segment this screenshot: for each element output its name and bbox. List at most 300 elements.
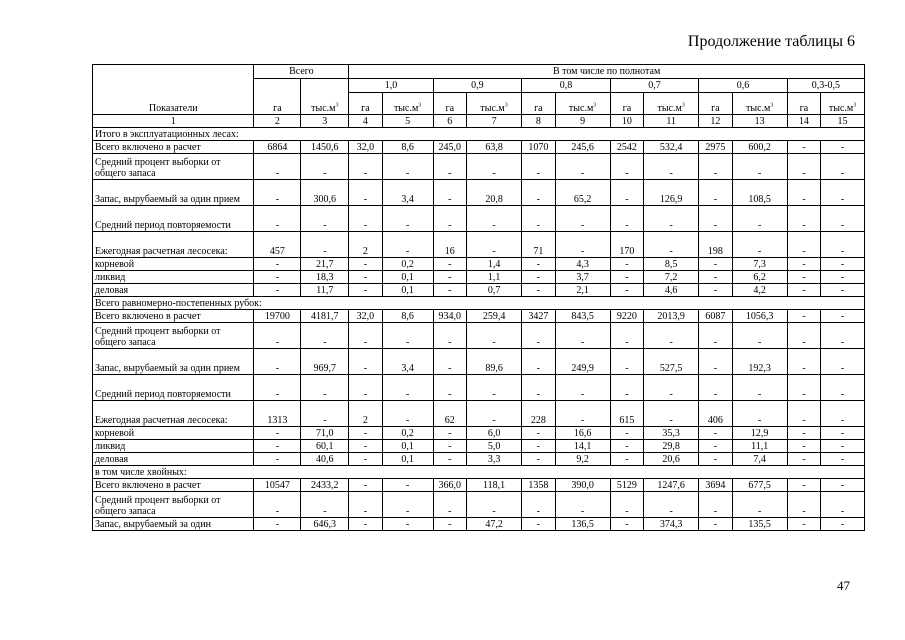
table-cell: - [433, 284, 466, 297]
table-row [93, 453, 865, 466]
table-cell: - [787, 310, 820, 323]
table-cell: 300,6 [301, 180, 349, 206]
table-cell: 2433,2 [301, 479, 349, 492]
table-cell: - [610, 427, 643, 440]
column-number: 10 [610, 115, 643, 128]
table-cell: - [433, 375, 466, 401]
table-cell: - [301, 401, 349, 427]
table-cell: - [522, 492, 555, 518]
table-cell: 20,6 [644, 453, 699, 466]
table-cell: - [254, 427, 301, 440]
table-cell: - [787, 258, 820, 271]
table-cell: - [522, 258, 555, 271]
table-cell: - [382, 154, 433, 180]
table-cell: - [821, 141, 865, 154]
table-cell: - [787, 401, 820, 427]
table-cell: - [699, 440, 732, 453]
table-cell: 5129 [610, 479, 643, 492]
table-cell: - [301, 375, 349, 401]
unit-m3-header: $тыс.м^3$ [301, 79, 349, 115]
table-cell: 1313 [254, 401, 301, 427]
table-cell: 1056,3 [732, 310, 787, 323]
table-cell: - [821, 310, 865, 323]
row-label: Средний период повторяемости [93, 375, 254, 401]
table-cell: 1,1 [466, 271, 521, 284]
table-cell: 374,3 [644, 518, 699, 531]
unit-m3-header: $тыс.м^3$ [555, 93, 610, 115]
table-cell: - [349, 427, 382, 440]
column-number: 6 [433, 115, 466, 128]
table-row [93, 154, 865, 180]
table-cell: - [821, 401, 865, 427]
table-cell: 527,5 [644, 349, 699, 375]
table-cell: 11,1 [732, 440, 787, 453]
table-cell: - [433, 180, 466, 206]
table-cell: 0,7 [466, 284, 521, 297]
table-row [93, 232, 865, 258]
table-cell: - [555, 323, 610, 349]
table-cell: - [433, 492, 466, 518]
table-cell: - [610, 206, 643, 232]
density-header: 0,6 [699, 79, 788, 93]
table-row [93, 492, 865, 518]
table-cell: - [254, 453, 301, 466]
table-row [93, 375, 865, 401]
table-cell: 20,8 [466, 180, 521, 206]
table-cell: 615 [610, 401, 643, 427]
table-cell: 249,9 [555, 349, 610, 375]
table-cell: - [644, 232, 699, 258]
table-cell: 1070 [522, 141, 555, 154]
table-cell: 10547 [254, 479, 301, 492]
table-cell: - [555, 492, 610, 518]
table-cell: - [522, 518, 555, 531]
table-cell: 170 [610, 232, 643, 258]
table-cell: - [787, 492, 820, 518]
table-cell: 646,3 [301, 518, 349, 531]
table-cell: - [787, 440, 820, 453]
column-number: 4 [349, 115, 382, 128]
table-cell: - [522, 427, 555, 440]
table-cell: - [522, 453, 555, 466]
table-cell: - [382, 479, 433, 492]
table-cell: - [732, 375, 787, 401]
table-cell: - [787, 284, 820, 297]
table-cell: - [433, 440, 466, 453]
indicator-header: Показатели [93, 65, 254, 115]
table-cell: 0,1 [382, 453, 433, 466]
table-cell: - [821, 427, 865, 440]
table-cell: - [522, 323, 555, 349]
row-label: Запас, вырубаемый за один прием [93, 349, 254, 375]
row-label: корневой [93, 258, 254, 271]
table-cell: 1,4 [466, 258, 521, 271]
section-title: Всего равномерно-постепенных рубок: [93, 297, 865, 310]
table-cell: - [382, 206, 433, 232]
table-cell: - [433, 518, 466, 531]
table-cell: 32,0 [349, 310, 382, 323]
table-cell: 118,1 [466, 479, 521, 492]
table-cell: - [610, 323, 643, 349]
table-cell: 245,6 [555, 141, 610, 154]
table-cell: 9220 [610, 310, 643, 323]
table-cell: - [254, 349, 301, 375]
table-cell: 7,4 [732, 453, 787, 466]
table-cell: 71 [522, 232, 555, 258]
table-cell: - [349, 518, 382, 531]
table-cell: - [610, 492, 643, 518]
table-cell: 1358 [522, 479, 555, 492]
table-row [93, 401, 865, 427]
section-header-row [93, 297, 865, 310]
row-label: Всего включено в расчет [93, 310, 254, 323]
table-cell: - [787, 232, 820, 258]
table-cell: - [732, 154, 787, 180]
table-cell: - [699, 284, 732, 297]
table-caption: Продолжение таблицы 6 [687, 33, 855, 50]
table-cell: - [433, 349, 466, 375]
row-label: Запас, вырубаемый за один [93, 518, 254, 531]
table-cell: - [699, 323, 732, 349]
table-cell: 12,9 [732, 427, 787, 440]
row-label: Всего включено в расчет [93, 141, 254, 154]
table-cell: - [699, 154, 732, 180]
density-header: 0,7 [610, 79, 699, 93]
table-cell: 259,4 [466, 310, 521, 323]
page-number: 47 [837, 578, 850, 593]
table-cell: - [821, 453, 865, 466]
table-row [93, 427, 865, 440]
table-cell: - [522, 284, 555, 297]
row-label: Ежегодная расчетная лесосека: [93, 401, 254, 427]
table-row [93, 323, 865, 349]
table-cell: - [349, 375, 382, 401]
table-cell: - [466, 323, 521, 349]
table-cell: - [349, 453, 382, 466]
table-cell: - [699, 180, 732, 206]
row-label: Всего включено в расчет [93, 479, 254, 492]
table-cell: - [610, 518, 643, 531]
table-cell: - [821, 271, 865, 284]
unit-ha-header: га [349, 93, 382, 115]
table-cell: - [254, 180, 301, 206]
table-cell: - [821, 323, 865, 349]
table-cell: - [821, 258, 865, 271]
table-cell: - [349, 479, 382, 492]
table-cell: 32,0 [349, 141, 382, 154]
table-cell: - [610, 271, 643, 284]
table-cell: - [349, 206, 382, 232]
table-cell: 60,1 [301, 440, 349, 453]
table-cell: 136,5 [555, 518, 610, 531]
table-cell: 89,6 [466, 349, 521, 375]
unit-ha-header: га [610, 93, 643, 115]
table-cell: - [466, 492, 521, 518]
table-cell: 63,8 [466, 141, 521, 154]
table-cell: 4,6 [644, 284, 699, 297]
table-cell: - [610, 349, 643, 375]
table-cell: - [382, 492, 433, 518]
table-cell: - [522, 180, 555, 206]
table-cell: 0,1 [382, 271, 433, 284]
table-cell: - [522, 271, 555, 284]
column-number: 7 [466, 115, 521, 128]
table-cell: - [301, 154, 349, 180]
table-cell: - [821, 154, 865, 180]
table-cell: - [787, 180, 820, 206]
table-row [93, 271, 865, 284]
table-cell: - [821, 518, 865, 531]
table-cell: - [644, 323, 699, 349]
table-cell: 8,5 [644, 258, 699, 271]
table-cell: - [787, 427, 820, 440]
table-cell: - [522, 375, 555, 401]
table-cell: - [433, 154, 466, 180]
table-cell: 2975 [699, 141, 732, 154]
table-cell: 6,0 [466, 427, 521, 440]
table-cell: 3,3 [466, 453, 521, 466]
table-cell: - [821, 375, 865, 401]
table-cell: 3427 [522, 310, 555, 323]
table-cell: - [349, 440, 382, 453]
table-cell: - [382, 232, 433, 258]
column-number: 3 [301, 115, 349, 128]
table-cell: - [644, 206, 699, 232]
table-cell: - [522, 206, 555, 232]
table-cell: - [254, 284, 301, 297]
unit-ha-header: га [522, 93, 555, 115]
table-cell: - [466, 232, 521, 258]
row-label: деловая [93, 453, 254, 466]
table-cell: - [821, 349, 865, 375]
table-cell: - [349, 323, 382, 349]
row-label: деловая [93, 284, 254, 297]
table-cell: - [699, 518, 732, 531]
table-cell: 9,2 [555, 453, 610, 466]
table-cell: - [301, 206, 349, 232]
column-number: 9 [555, 115, 610, 128]
by-density-header: В том числе по полнотам [349, 65, 865, 79]
row-label: Средний период повторяемости [93, 206, 254, 232]
table-cell: 71,0 [301, 427, 349, 440]
table-cell: - [699, 349, 732, 375]
table-cell: - [821, 232, 865, 258]
table-cell: - [522, 440, 555, 453]
table-cell: 35,3 [644, 427, 699, 440]
section-header-row [93, 466, 865, 479]
table-cell: 677,5 [732, 479, 787, 492]
density-header: 0,8 [522, 79, 611, 93]
table-cell: 40,6 [301, 453, 349, 466]
table-cell: - [644, 401, 699, 427]
row-label: Запас, вырубаемый за один прием [93, 180, 254, 206]
unit-m3-header: $тыс.м^3$ [382, 93, 433, 115]
table-cell: 192,3 [732, 349, 787, 375]
table-cell: 6864 [254, 141, 301, 154]
table-cell: - [254, 323, 301, 349]
table-cell: - [349, 154, 382, 180]
table-cell: 3,4 [382, 180, 433, 206]
table-row [93, 518, 865, 531]
table-row [93, 180, 865, 206]
table-cell: - [610, 180, 643, 206]
table-cell: - [555, 375, 610, 401]
table-cell: - [787, 479, 820, 492]
table-cell: - [433, 323, 466, 349]
table-cell: 2542 [610, 141, 643, 154]
table-cell: 198 [699, 232, 732, 258]
table-cell: 2,1 [555, 284, 610, 297]
table-cell: - [466, 375, 521, 401]
table-cell: - [254, 258, 301, 271]
unit-ha-header: га [254, 79, 301, 115]
table-cell: - [699, 375, 732, 401]
table-cell: - [644, 154, 699, 180]
table-cell: 2013,9 [644, 310, 699, 323]
unit-m3-header: $тыс.м^3$ [821, 93, 865, 115]
table-cell: - [732, 232, 787, 258]
unit-ha-header: га [699, 93, 732, 115]
row-label: Средний процент выборки от общего запаса [93, 154, 254, 180]
table-cell: 135,5 [732, 518, 787, 531]
table-cell: 4181,7 [301, 310, 349, 323]
row-label: ликвид [93, 271, 254, 284]
table-cell: - [254, 492, 301, 518]
table-cell: - [466, 154, 521, 180]
table-cell: - [382, 323, 433, 349]
table-cell: - [522, 154, 555, 180]
density-header: 0,9 [433, 79, 522, 93]
table-cell: - [821, 180, 865, 206]
unit-m3-header: $тыс.м^3$ [732, 93, 787, 115]
table-row [93, 141, 865, 154]
table-cell: - [787, 271, 820, 284]
table-cell: 18,3 [301, 271, 349, 284]
table-cell: 390,0 [555, 479, 610, 492]
table-cell: - [349, 271, 382, 284]
table-cell: - [732, 492, 787, 518]
table-cell: - [610, 258, 643, 271]
table-cell: - [644, 492, 699, 518]
table-cell: - [699, 427, 732, 440]
table-cell: 8,6 [382, 310, 433, 323]
table-row [93, 440, 865, 453]
table-cell: 19700 [254, 310, 301, 323]
column-number: 12 [699, 115, 732, 128]
table-row [93, 258, 865, 271]
table-cell: - [349, 349, 382, 375]
table-cell: 532,4 [644, 141, 699, 154]
unit-ha-header: га [787, 93, 820, 115]
table-cell: - [555, 232, 610, 258]
table-cell: - [555, 401, 610, 427]
table-cell: - [382, 375, 433, 401]
table-cell: - [301, 232, 349, 258]
table-cell: - [433, 206, 466, 232]
table-cell: - [699, 271, 732, 284]
table-cell: - [555, 154, 610, 180]
table-cell: 3,4 [382, 349, 433, 375]
table-cell: 108,5 [732, 180, 787, 206]
table-cell: 4,2 [732, 284, 787, 297]
table-cell: - [610, 440, 643, 453]
table-cell: - [787, 323, 820, 349]
row-label: Средний процент выборки от общего запаса [93, 323, 254, 349]
table-cell: 600,2 [732, 141, 787, 154]
table-cell: - [555, 206, 610, 232]
table-cell: 47,2 [466, 518, 521, 531]
table-cell: - [349, 284, 382, 297]
forest-cutting-table [92, 64, 865, 531]
table-cell: - [349, 492, 382, 518]
table-cell: - [732, 206, 787, 232]
table-cell: - [699, 206, 732, 232]
column-number: 8 [522, 115, 555, 128]
table-cell: 228 [522, 401, 555, 427]
table-cell: - [254, 271, 301, 284]
table-row [93, 284, 865, 297]
unit-ha-header: га [433, 93, 466, 115]
row-label: Ежегодная расчетная лесосека: [93, 232, 254, 258]
table-cell: 969,7 [301, 349, 349, 375]
table-cell: 2 [349, 232, 382, 258]
table-cell: 3694 [699, 479, 732, 492]
row-label: корневой [93, 427, 254, 440]
table-cell: - [433, 427, 466, 440]
section-title: в том числе хвойных: [93, 466, 865, 479]
table-cell: - [610, 453, 643, 466]
table-cell: 934,0 [433, 310, 466, 323]
section-title: Итого в эксплуатационных лесах: [93, 128, 865, 141]
table-cell: - [787, 375, 820, 401]
table-cell: - [821, 284, 865, 297]
column-number: 1 [93, 115, 254, 128]
table-cell: - [610, 284, 643, 297]
table-row [93, 479, 865, 492]
column-number: 5 [382, 115, 433, 128]
table-cell: 62 [433, 401, 466, 427]
density-header: 0,3-0,5 [787, 79, 864, 93]
table-cell: - [732, 323, 787, 349]
table-cell: 366,0 [433, 479, 466, 492]
unit-m3-header: $тыс.м^3$ [644, 93, 699, 115]
density-header: 1,0 [349, 79, 433, 93]
column-number: 15 [821, 115, 865, 128]
table-cell: - [349, 180, 382, 206]
row-label: Средний процент выборки от общего запаса [93, 492, 254, 518]
table-cell: 126,9 [644, 180, 699, 206]
table-cell: - [787, 141, 820, 154]
column-number: 11 [644, 115, 699, 128]
table-cell: - [433, 271, 466, 284]
column-number: 14 [787, 115, 820, 128]
table-row [93, 310, 865, 323]
table-cell: 7,2 [644, 271, 699, 284]
table-cell: 16 [433, 232, 466, 258]
table-cell: - [466, 401, 521, 427]
table-cell: 1450,6 [301, 141, 349, 154]
table-cell: 6,2 [732, 271, 787, 284]
table-cell: - [382, 518, 433, 531]
table-cell: - [433, 453, 466, 466]
table-cell: 65,2 [555, 180, 610, 206]
table-cell: - [699, 492, 732, 518]
table-cell: 5,0 [466, 440, 521, 453]
table-cell: - [382, 401, 433, 427]
table-cell: 29,8 [644, 440, 699, 453]
table-cell: 1247,6 [644, 479, 699, 492]
table-cell: 457 [254, 232, 301, 258]
